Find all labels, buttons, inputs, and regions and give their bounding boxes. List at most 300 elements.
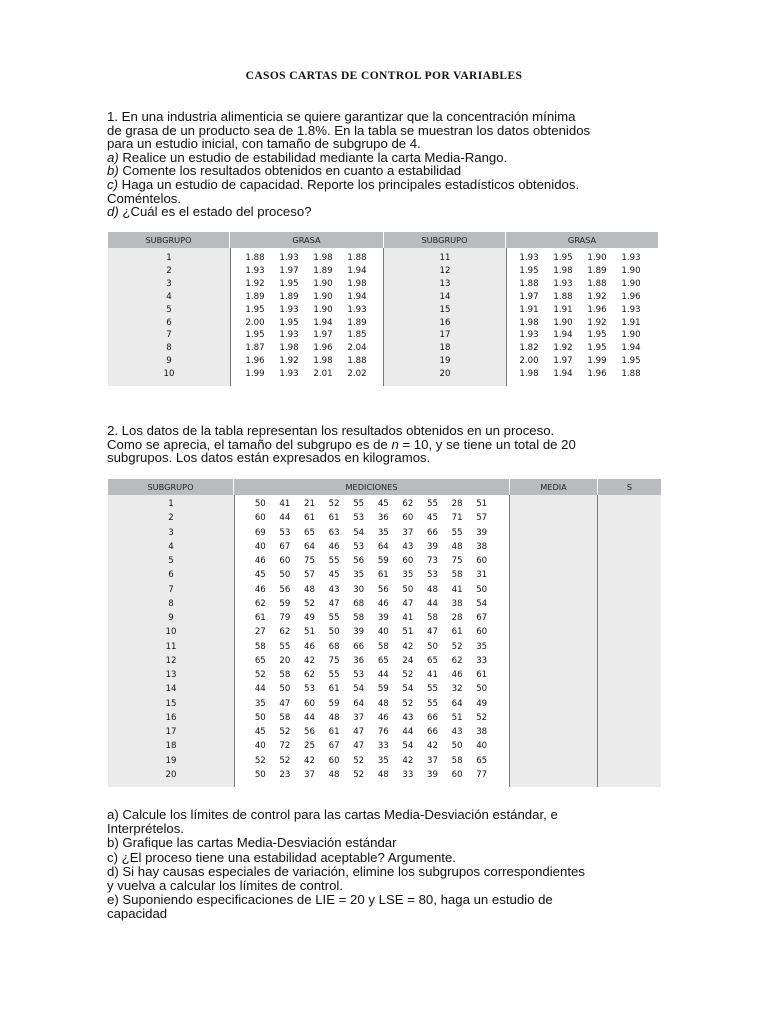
grasa-value: 2.01 <box>313 369 333 380</box>
grasa-value: 1.88 <box>587 278 607 289</box>
medicion-value: 59 <box>377 684 389 695</box>
medicion-value: 61 <box>328 513 340 524</box>
medicion-value: 66 <box>427 527 438 538</box>
subgrupo-cell: 15 <box>165 698 177 709</box>
s-column <box>598 495 661 787</box>
medicion-value: 55 <box>328 613 340 623</box>
grasa-value: 1.98 <box>313 356 333 367</box>
medicion-value: 33 <box>377 741 389 752</box>
medicion-value: 30 <box>353 584 365 595</box>
grasa-value: 1.98 <box>347 278 367 289</box>
medicion-value: 48 <box>377 698 389 709</box>
grasa-value: 1.96 <box>313 343 333 354</box>
medicion-value: 67 <box>476 613 488 623</box>
grasa-value: 1.85 <box>347 330 367 341</box>
medicion-value: 51 <box>476 499 488 509</box>
subgrupo-cell: 11 <box>439 253 451 263</box>
medicion-value: 46 <box>377 598 389 609</box>
medicion-value: 42 <box>304 755 315 766</box>
medicion-value: 37 <box>304 769 315 780</box>
subgrupo-cell: 9 <box>166 356 172 367</box>
medicion-value: 57 <box>476 513 488 524</box>
grasa-value: 1.88 <box>621 369 641 380</box>
subgrupo-cell: 10 <box>165 627 177 638</box>
item-letter: a) <box>107 149 119 165</box>
problem1-item-d <box>107 205 667 219</box>
medicion-value: 25 <box>304 741 315 752</box>
question-line: e) Suponiendo especificaciones de LIE = 20 y LSE = 80, haga un estudio de <box>107 892 553 908</box>
medicion-value: 50 <box>279 570 291 581</box>
grasa-value: 1.94 <box>313 317 333 328</box>
medicion-value: 32 <box>451 684 463 695</box>
medicion-value: 65 <box>377 655 389 666</box>
grasa-value: 1.91 <box>519 304 539 315</box>
medicion-value: 64 <box>377 541 389 552</box>
subgrupo-cell: 20 <box>165 769 177 780</box>
medicion-value: 60 <box>476 556 488 566</box>
text-part: = 10, y se tiene un total de 20 <box>398 436 576 452</box>
grasa-value: 1.92 <box>587 317 607 328</box>
item-text: Haga un estudio de capacidad. Reporte los principales estadísticos obtenidos. <box>118 176 580 192</box>
page-title: CASOS CARTAS DE CONTROL POR VARIABLES <box>245 70 523 82</box>
subgrupo-cell: 19 <box>439 356 451 367</box>
medicion-value: 55 <box>328 556 340 566</box>
medicion-value: 48 <box>451 541 463 552</box>
grasa-value: 1.93 <box>621 304 641 315</box>
medicion-value: 27 <box>254 627 266 638</box>
medicion-value: 52 <box>328 499 340 509</box>
subgrupo-cell: 2 <box>166 265 172 276</box>
grasa-value: 1.87 <box>245 343 265 354</box>
medicion-value: 55 <box>451 527 463 538</box>
medicion-value: 38 <box>476 727 488 737</box>
header-s: S <box>598 479 661 495</box>
subgrupo-cell: 13 <box>439 278 451 289</box>
medicion-value: 55 <box>353 499 365 509</box>
medicion-value: 39 <box>353 627 365 638</box>
grasa-value: 1.94 <box>347 265 367 276</box>
medicion-value: 61 <box>377 570 389 581</box>
medicion-value: 73 <box>427 556 438 566</box>
medicion-value: 45 <box>254 727 266 737</box>
medicion-value: 50 <box>402 584 414 595</box>
grasa-value: 1.90 <box>553 317 573 328</box>
header-subgrupo-right: SUBGRUPO <box>384 232 506 248</box>
grasa-value: 1.95 <box>245 330 265 341</box>
item-letter: d) <box>107 204 119 220</box>
grasa-value: 1.94 <box>347 291 367 302</box>
medicion-value: 47 <box>427 627 438 638</box>
grasa-value: 1.94 <box>553 369 573 380</box>
subgrupo-cell: 3 <box>168 527 174 538</box>
medicion-value: 50 <box>254 499 266 509</box>
grasa-value: 1.91 <box>553 304 573 315</box>
grasa-value: 1.89 <box>279 291 299 302</box>
medicion-value: 76 <box>377 727 389 737</box>
medicion-value: 64 <box>353 698 365 709</box>
problem1-item-b <box>107 164 667 178</box>
medicion-value: 55 <box>279 641 291 652</box>
medicion-value: 20 <box>279 655 291 666</box>
medicion-value: 43 <box>402 712 414 723</box>
medicion-value: 48 <box>328 769 340 780</box>
subgrupo-cell: 15 <box>439 304 451 315</box>
medicion-value: 55 <box>427 698 438 709</box>
medicion-value: 38 <box>476 541 488 552</box>
medicion-value: 50 <box>476 584 488 595</box>
problem2-line: 2. Los datos de la tabla representan los resultados obtenidos en un proceso. <box>107 423 555 438</box>
medicion-value: 39 <box>377 613 389 623</box>
grasa-value: 1.96 <box>621 291 641 302</box>
medicion-value: 61 <box>304 513 315 524</box>
grasa-value: 1.88 <box>245 253 265 263</box>
question-line: capacidad <box>107 906 168 922</box>
question-line: y vuelva a calcular los límites de control. <box>107 878 344 894</box>
grasa-value: 1.95 <box>519 265 539 276</box>
medicion-value: 42 <box>427 741 438 752</box>
medicion-value: 36 <box>377 513 389 524</box>
grasa-value: 1.92 <box>245 278 265 289</box>
medicion-value: 52 <box>279 755 291 766</box>
subgrupo-cell: 18 <box>165 741 177 752</box>
grasa-value: 1.98 <box>313 253 333 263</box>
grasa-value: 1.97 <box>313 330 333 341</box>
medicion-value: 37 <box>353 712 365 723</box>
medicion-value: 60 <box>279 556 291 566</box>
medicion-value: 59 <box>328 698 340 709</box>
grasa-value: 1.95 <box>553 253 573 263</box>
problem2-line: subgrupos. Los datos están expresados en kilogramos. <box>107 450 431 466</box>
subgrupo-cell: 3 <box>166 278 172 289</box>
medicion-value: 40 <box>476 741 488 752</box>
grasa-value: 1.93 <box>279 253 299 263</box>
medicion-value: 35 <box>476 641 488 652</box>
medicion-value: 58 <box>451 755 463 766</box>
medicion-value: 52 <box>279 727 291 737</box>
medicion-value: 69 <box>254 527 266 538</box>
header-subgrupo: SUBGRUPO <box>108 479 234 495</box>
question-line: Interprételos. <box>107 821 184 837</box>
grasa-value: 1.98 <box>519 369 539 380</box>
medicion-value: 52 <box>402 698 414 709</box>
subgrupo-cell: 20 <box>439 369 451 380</box>
grasa-value: 1.90 <box>313 291 333 302</box>
grasa-value: 2.00 <box>519 356 539 367</box>
medicion-value: 47 <box>279 698 291 709</box>
medicion-value: 58 <box>451 570 463 581</box>
medicion-value: 51 <box>451 712 463 723</box>
header-grasa-left: GRASA <box>230 232 384 248</box>
medicion-value: 66 <box>427 727 438 737</box>
medicion-value: 48 <box>328 712 340 723</box>
medicion-value: 68 <box>328 641 340 652</box>
grasa-value: 1.88 <box>347 253 367 263</box>
question-line: a) Calcule los límites de control para las cartas Media-Desviación estándar, e <box>107 807 558 822</box>
grasa-value: 1.95 <box>621 356 641 367</box>
medicion-value: 42 <box>402 755 414 766</box>
medicion-value: 44 <box>402 727 414 737</box>
grasa-value: 1.88 <box>553 291 573 302</box>
subgrupo-cell: 12 <box>165 655 177 666</box>
medicion-value: 52 <box>402 670 414 680</box>
medicion-value: 50 <box>427 641 438 652</box>
medicion-value: 66 <box>427 712 438 723</box>
subgrupo-cell: 8 <box>168 598 174 609</box>
medicion-value: 43 <box>328 584 340 595</box>
medicion-value: 45 <box>254 570 266 581</box>
medicion-value: 60 <box>402 556 414 566</box>
medicion-value: 37 <box>427 755 438 766</box>
medicion-value: 61 <box>328 684 340 695</box>
medicion-value: 45 <box>328 570 340 581</box>
medicion-value: 56 <box>353 556 365 566</box>
medicion-value: 41 <box>279 499 291 509</box>
grasa-value: 1.96 <box>587 369 607 380</box>
medicion-value: 44 <box>279 513 291 524</box>
subgrupo-cell: 12 <box>439 265 451 276</box>
medicion-value: 44 <box>304 712 315 723</box>
medicion-value: 62 <box>304 670 315 680</box>
grasa-value: 1.97 <box>279 265 299 276</box>
medicion-value: 40 <box>377 627 389 638</box>
grasa-value: 1.89 <box>347 317 367 328</box>
medicion-value: 60 <box>451 769 463 780</box>
medicion-value: 46 <box>254 584 266 595</box>
medicion-value: 56 <box>377 584 389 595</box>
medicion-value: 72 <box>279 741 291 752</box>
medicion-value: 44 <box>427 598 438 609</box>
grasa-value: 1.89 <box>587 265 607 276</box>
medicion-value: 61 <box>451 627 463 638</box>
grasa-value: 1.94 <box>553 330 573 341</box>
subgrupo-cell: 5 <box>166 304 172 315</box>
grasa-value: 1.97 <box>519 291 539 302</box>
medicion-value: 60 <box>328 755 340 766</box>
medicion-value: 24 <box>402 655 414 666</box>
medicion-value: 45 <box>377 499 389 509</box>
header-grasa-right: GRASA <box>506 232 658 248</box>
subgrupo-cell: 14 <box>165 684 177 695</box>
header-mediciones: MEDICIONES <box>234 479 510 495</box>
problem1-line: 1. En una industria alimenticia se quiere garantizar que la concentración mínima <box>107 109 576 124</box>
medicion-value: 64 <box>451 698 463 709</box>
medicion-value: 39 <box>427 541 438 552</box>
medicion-value: 58 <box>254 641 266 652</box>
medicion-value: 35 <box>377 527 389 538</box>
medicion-value: 47 <box>402 598 414 609</box>
medicion-value: 47 <box>328 598 340 609</box>
subgrupo-cell: 19 <box>165 755 177 766</box>
medicion-value: 65 <box>427 655 438 666</box>
subgrupo-cell: 9 <box>168 613 174 623</box>
medicion-value: 52 <box>254 755 266 766</box>
grasa-value: 1.98 <box>519 317 539 328</box>
grasa-value: 1.95 <box>587 343 607 354</box>
medicion-value: 71 <box>451 513 463 524</box>
grasa-value: 1.93 <box>279 304 299 315</box>
medicion-value: 52 <box>353 755 365 766</box>
medicion-value: 33 <box>476 655 488 666</box>
medicion-value: 52 <box>353 769 365 780</box>
problem1-statement <box>107 110 667 219</box>
grasa-value: 1.88 <box>519 278 539 289</box>
medicion-value: 54 <box>402 684 414 695</box>
item-text: ¿Cuál es el estado del proceso? <box>118 204 312 220</box>
grasa-value: 1.90 <box>313 278 333 289</box>
media-column <box>510 495 598 787</box>
subgrupo-cell: 7 <box>168 584 174 595</box>
medicion-value: 55 <box>328 670 340 680</box>
question-line: b) Grafique las cartas Media-Desviación estándar <box>107 835 397 851</box>
medicion-value: 55 <box>427 684 438 695</box>
grasa-value: 1.90 <box>621 265 641 276</box>
medicion-value: 39 <box>427 769 438 780</box>
medicion-value: 50 <box>254 712 266 723</box>
medicion-value: 60 <box>304 698 315 709</box>
medicion-value: 67 <box>328 741 340 752</box>
medicion-value: 57 <box>304 570 315 581</box>
medicion-value: 31 <box>476 570 488 581</box>
problem2-line <box>107 438 667 452</box>
medicion-value: 50 <box>254 769 266 780</box>
medicion-value: 53 <box>304 684 315 695</box>
medicion-value: 21 <box>304 499 315 509</box>
grasa-value: 1.92 <box>553 343 573 354</box>
problem2-questions <box>107 808 667 922</box>
subgrupo-cell: 2 <box>168 513 174 524</box>
grasa-value: 1.95 <box>587 330 607 341</box>
medicion-value: 65 <box>476 755 488 766</box>
grasa-value: 1.95 <box>279 317 299 328</box>
medicion-value: 50 <box>279 684 291 695</box>
subgrupo-cell: 1 <box>166 253 172 263</box>
medicion-value: 63 <box>328 527 340 538</box>
grasa-value: 1.92 <box>587 291 607 302</box>
grasa-value: 2.00 <box>245 317 265 328</box>
medicion-value: 46 <box>328 541 340 552</box>
medicion-value: 53 <box>279 527 291 538</box>
question-line: c) ¿El proceso tiene una estabilidad aceptable? Argumente. <box>107 849 456 865</box>
question-line: d) Si hay causas especiales de variación, elimine los subgrupos correspondientes <box>107 863 585 879</box>
medicion-value: 67 <box>279 541 291 552</box>
subgrupo-cell: 18 <box>439 343 451 354</box>
subgrupo-cell: 16 <box>165 712 177 723</box>
medicion-value: 66 <box>353 641 365 652</box>
medicion-value: 60 <box>402 513 414 524</box>
item-letter: c) <box>107 176 118 192</box>
problem1-line: para un estudio inicial, con tamaño de subgrupo de 4. <box>107 136 421 152</box>
medicion-value: 39 <box>476 527 488 538</box>
grasa-value: 1.93 <box>279 369 299 380</box>
subgrupo-cell: 7 <box>166 330 172 341</box>
medicion-value: 50 <box>328 627 340 638</box>
medicion-value: 75 <box>451 556 463 566</box>
medicion-value: 36 <box>353 655 365 666</box>
grasa-value: 1.93 <box>245 265 265 276</box>
medicion-value: 65 <box>304 527 315 538</box>
medicion-value: 75 <box>328 655 340 666</box>
problem1-item-c-cont <box>107 192 667 206</box>
medicion-value: 47 <box>353 741 365 752</box>
medicion-value: 50 <box>476 684 488 695</box>
grasa-value: 1.93 <box>279 330 299 341</box>
medicion-value: 54 <box>353 684 365 695</box>
medicion-value: 35 <box>402 570 414 581</box>
medicion-value: 52 <box>254 670 266 680</box>
medicion-value: 41 <box>427 670 438 680</box>
medicion-value: 41 <box>402 613 414 623</box>
medicion-value: 37 <box>402 527 414 538</box>
medicion-value: 62 <box>279 627 291 638</box>
grasa-value: 2.02 <box>347 369 367 380</box>
header-media: MEDIA <box>510 479 598 495</box>
medicion-value: 52 <box>304 598 315 609</box>
grasa-value: 1.91 <box>621 317 641 328</box>
medicion-value: 43 <box>402 541 414 552</box>
grasa-value: 1.93 <box>553 278 573 289</box>
medicion-value: 68 <box>353 598 365 609</box>
mediciones-table <box>108 479 661 787</box>
grasa-value: 1.89 <box>313 265 333 276</box>
subgrupo-cell: 11 <box>165 641 177 652</box>
medicion-value: 48 <box>377 769 389 780</box>
grasa-value: 1.98 <box>279 343 299 354</box>
medicion-value: 38 <box>451 598 463 609</box>
medicion-value: 53 <box>353 513 365 524</box>
grasa-value: 1.90 <box>621 278 641 289</box>
header-subgrupo-left: SUBGRUPO <box>108 232 230 248</box>
medicion-value: 51 <box>304 627 315 638</box>
medicion-value: 42 <box>304 655 315 666</box>
subgrupo-cell: 6 <box>168 570 174 581</box>
medicion-value: 77 <box>476 769 488 780</box>
medicion-value: 54 <box>476 598 488 609</box>
medicion-value: 40 <box>254 741 266 752</box>
medicion-value: 35 <box>353 570 365 581</box>
grasa-value: 1.98 <box>553 265 573 276</box>
medicion-value: 53 <box>353 670 365 680</box>
medicion-value: 60 <box>254 513 266 524</box>
subgrupo-cell: 16 <box>439 317 451 328</box>
medicion-value: 58 <box>279 712 291 723</box>
subgrupo-cell: 4 <box>166 291 172 302</box>
medicion-value: 48 <box>304 584 315 595</box>
subgrupo-cell: 10 <box>163 369 175 380</box>
medicion-value: 53 <box>427 570 438 581</box>
medicion-value: 46 <box>377 712 389 723</box>
medicion-value: 54 <box>353 527 365 538</box>
subgrupo-cell: 17 <box>165 727 177 737</box>
grasa-table <box>108 232 658 386</box>
grasa-value: 1.82 <box>519 343 539 354</box>
medicion-value: 58 <box>377 641 389 652</box>
medicion-value: 51 <box>402 627 414 638</box>
medicion-value: 28 <box>451 613 463 623</box>
grasa-value: 1.89 <box>245 291 265 302</box>
medicion-value: 62 <box>451 655 463 666</box>
subgrupo-cell: 17 <box>439 330 451 341</box>
medicion-value: 59 <box>279 598 291 609</box>
medicion-value: 58 <box>279 670 291 680</box>
medicion-value: 45 <box>427 513 438 524</box>
medicion-value: 52 <box>451 641 463 652</box>
medicion-value: 79 <box>279 613 291 623</box>
subgrupo-cell: 13 <box>165 670 177 680</box>
grasa-value: 1.95 <box>245 304 265 315</box>
medicion-value: 60 <box>476 627 488 638</box>
subgrupo-cell: 1 <box>168 499 174 509</box>
medicion-value: 58 <box>427 613 438 623</box>
